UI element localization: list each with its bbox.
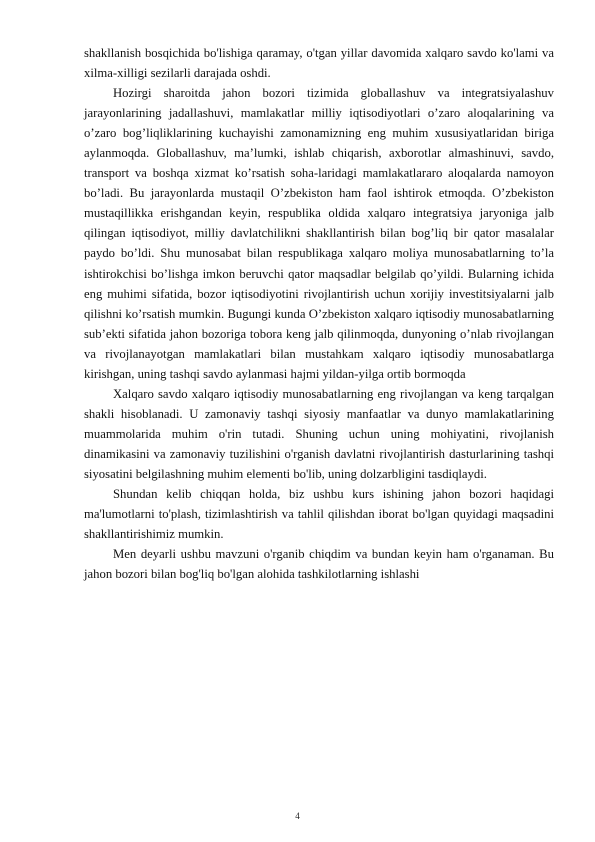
- body-text: [84, 43, 554, 584]
- paragraph: Men deyarli ushbu mavzuni o'rganib chiqdim va bundan keyin ham o'rganaman. Bu jahon bozori bilan bog'liq bo'lgan alohida tashkilotlarning ishlashi: [84, 547, 554, 582]
- paragraph: Hozirgi sharoitda jahon bozori tizimida globallashuv va integratsiyalashuv jarayonlarining jadallashuvi, mamlakatlar milliy iqtisodiyotlari o’zaro aloqalarining va o’zaro bog’liqliklarining kuchayishi zamonamizning eng muhim xususiyatlaridan biriga aylanmoqda. Globallashuv, ma’lumki, ishlab chiqarish, axborotlar almashinuvi, savdo, transport va boshqa xizmat ko’rsatish soha-laridagi mamlakatlararo aloqalarda namoyon bo’ladi. Bu jarayonlarda mustaqil O’zbekiston ham faol ishtirok etmoqda. O’zbekiston mustaqillikka erishgandan keyin, respublika oldida xalqaro integratsiya jaryoniga jalb qilingan iqtisodiyot, milliy davlatchilikni shakllantirish bilan bog’liq bir qator masalalar paydo bo’ldi. Shu munosabat bilan respublikaga xalqaro moliya munosabatlarning to’la ishtirokchisi bo’lishga imkon beruvchi qator maqsadlar belgilab qo’yildi. Bularning ichida eng muhimi sifatida, bozor iqtisodiyotini rivojlantirish uchun xorijiy investitsiyalarni jalb qilishni ko’rsatish mumkin. Bugungi kunda O’zbekiston xalqaro iqtisodiy munosabatlarning sub’ekti sifatida jahon bozoriga tobora keng jalb qilinmoqda, dunyoning o’nlab rivojlangan va rivojlanayotgan mamlakatlari bilan mustahkam xalqaro iqtisodiy munosabatlarga kirishgan, uning tashqi savdo aylanmasi hajmi yildan-yilga ortib bormoqda: [84, 86, 554, 381]
- paragraph-continuation: shakllanish bosqichida bo'lishiga qaramay, o'tgan yillar davomida xalqaro savdo ko'lami va xilma-xilligi sezilarli darajada oshdi.: [84, 46, 554, 81]
- paragraph: Xalqaro savdo xalqaro iqtisodiy munosabatlarning eng rivojlangan va keng tarqalgan shakli hisoblanadi. U zamonaviy tashqi siyosiy manfaatlar va dunyo mamlakatlarining muammolarida muhim o'rin tutadi. Shuning uchun uning mohiyatini, rivojlanish dinamikasini va zamonaviy tuzilishini o'rganish davlatni rivojlantirish dasturlarining tashqi siyosatini belgilashning muhim elementi bo'lib, uning dolzarbligini tasdiqlaydi.: [84, 386, 554, 481]
- page-number: 4: [295, 811, 300, 821]
- paragraph: Shundan kelib chiqqan holda, biz ushbu kurs ishining jahon bozori haqidagi ma'lumotlarni to'plash, tizimlashtirish va tahlil qilishdan iborat bo'lgan quyidagi maqsadini shakllantirishimiz mumkin.: [84, 487, 554, 542]
